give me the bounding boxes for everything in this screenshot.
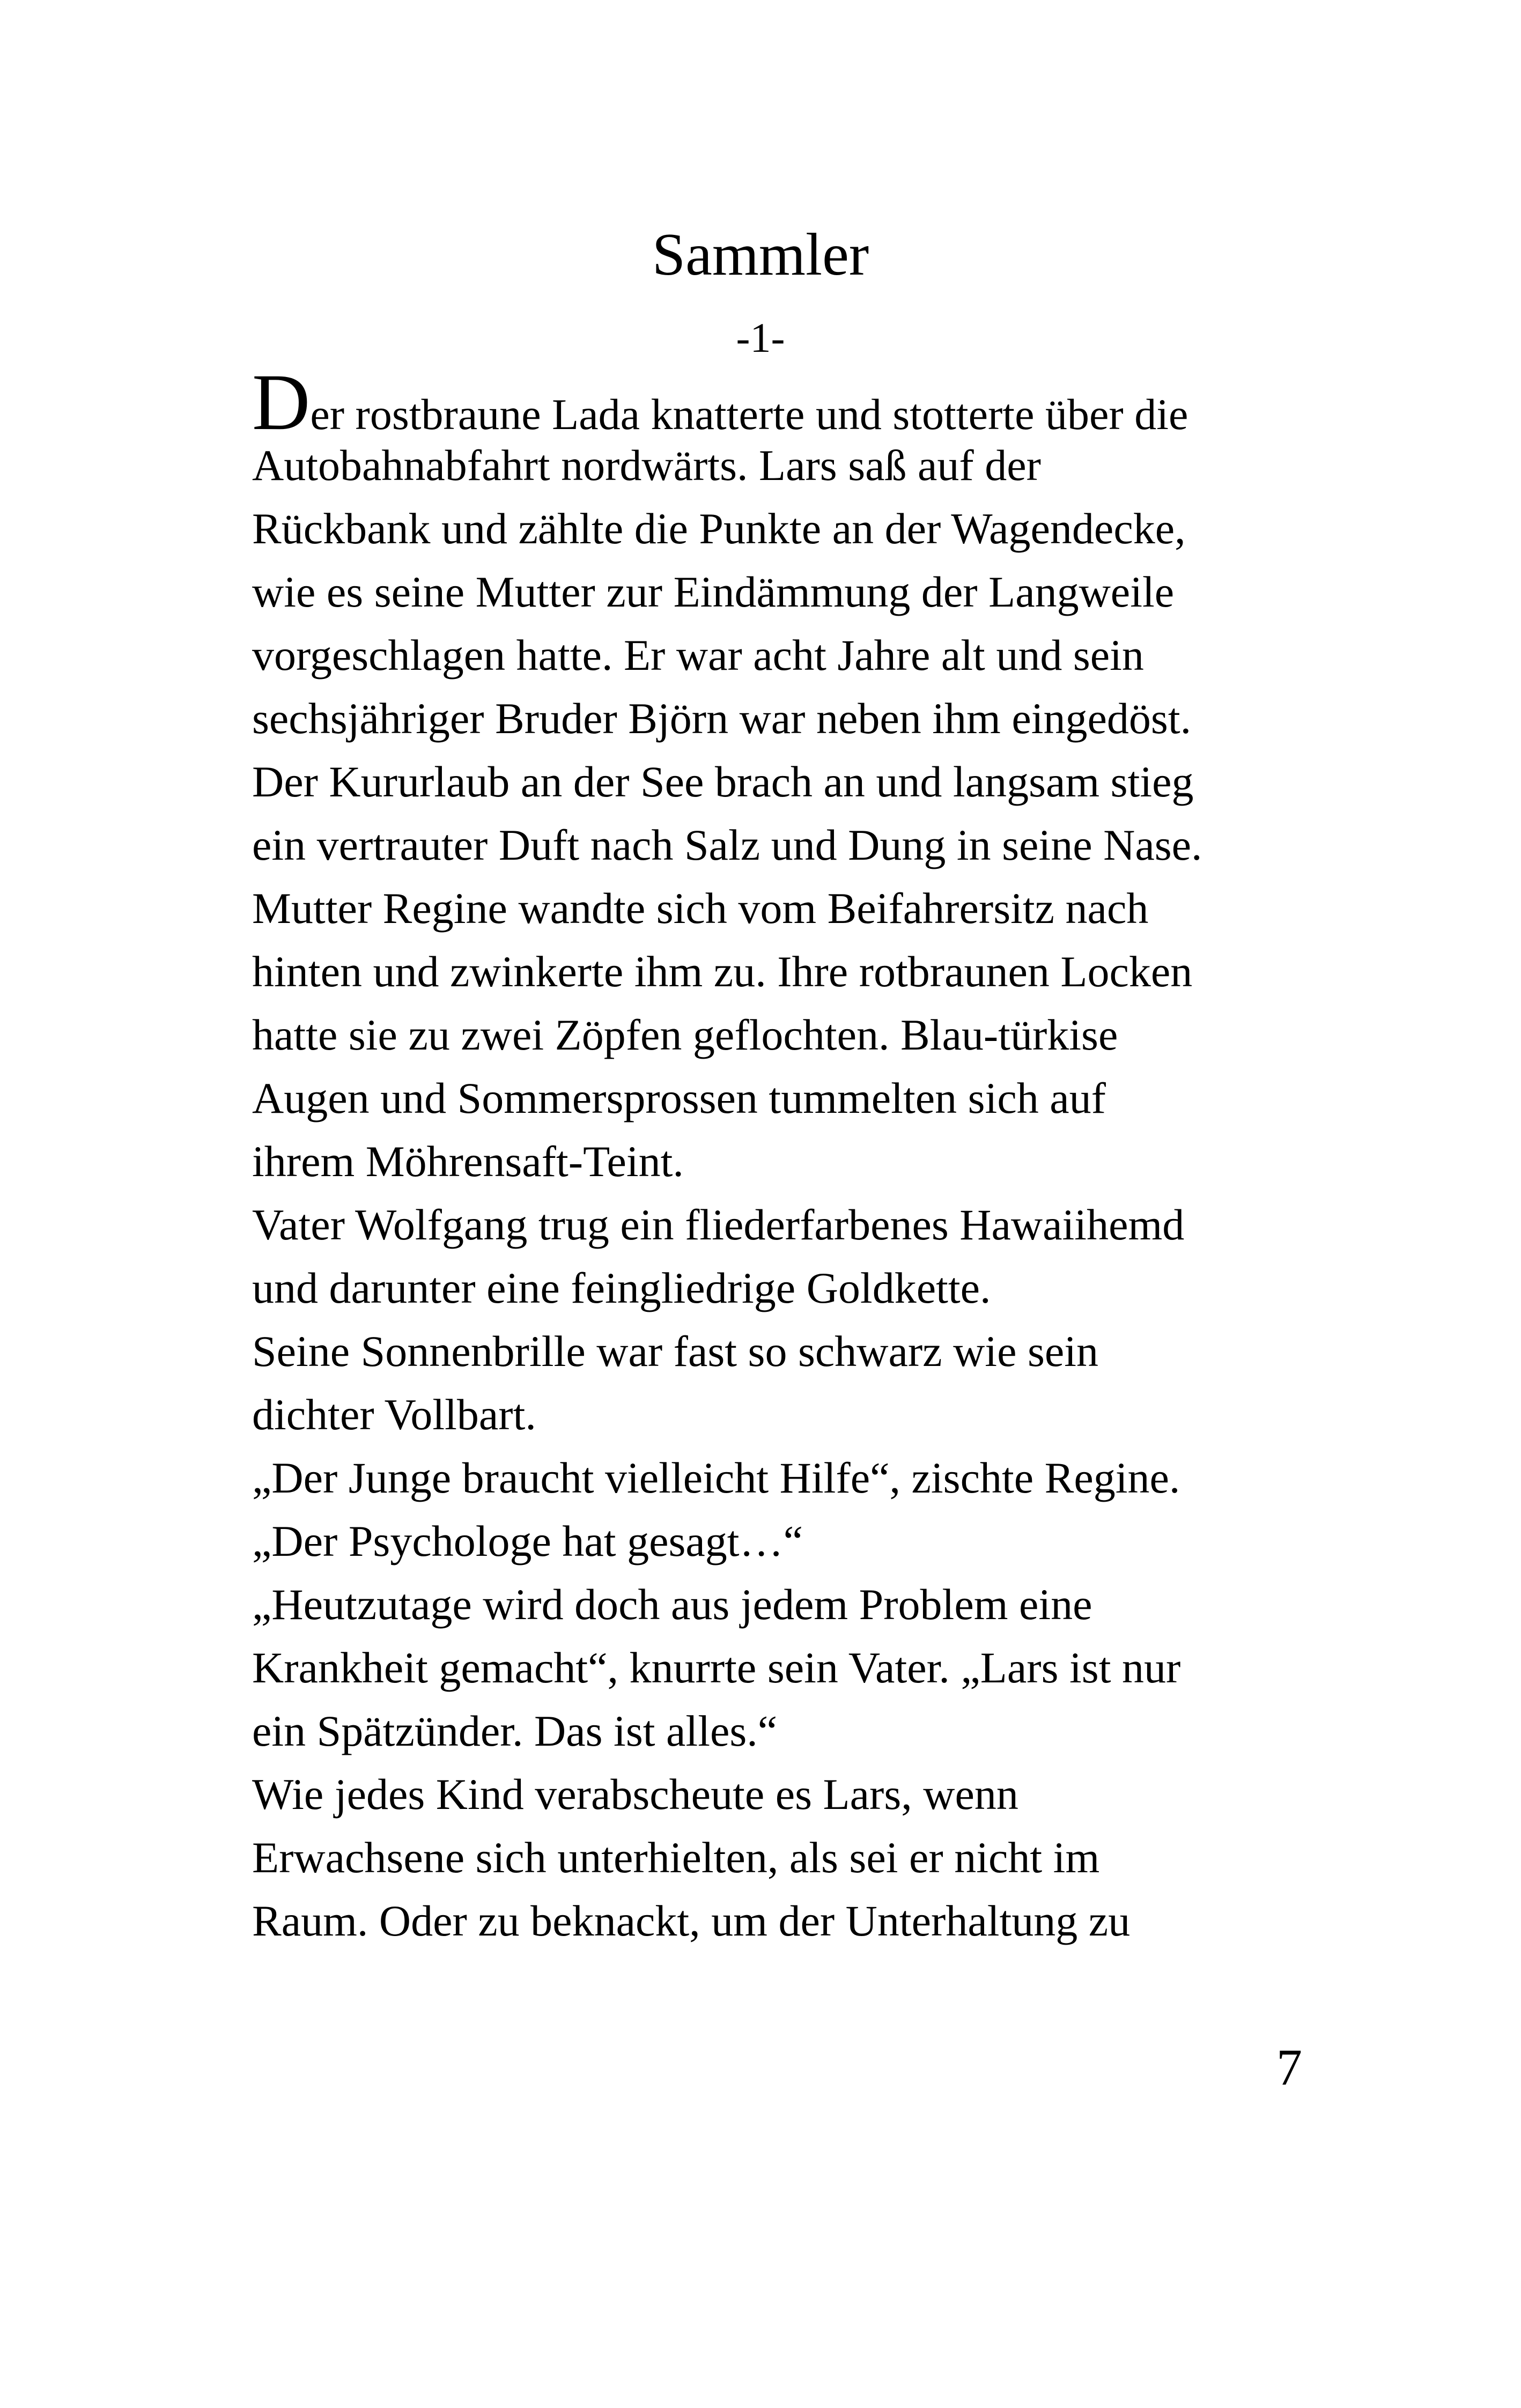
text-line: wie es seine Mutter zur Eindämmung der Langweile (252, 567, 1175, 616)
text-line: sechsjähriger Bruder Björn war neben ihm eingedöst. (252, 694, 1192, 743)
text-line: Augen und Sommersprossen tummelten sich auf (252, 1074, 1106, 1122)
text-line: ein Spätzünder. Das ist alles.“ (252, 1707, 778, 1755)
text-line: hatte sie zu zwei Zöpfen geflochten. Blau-türkise (252, 1010, 1118, 1059)
first-line-text: er rostbraune Lada knatterte und stotterte über die (310, 390, 1188, 439)
text-line: Erwachsene sich unterhielten, als sei er nicht im (252, 1833, 1100, 1882)
chapter-number: -1- (736, 314, 785, 361)
text-line: Seine Sonnenbrille war fast so schwarz wie sein (252, 1327, 1099, 1376)
drop-cap: D (252, 358, 311, 447)
text-line: Wie jedes Kind verabscheute es Lars, wenn (252, 1770, 1018, 1819)
text-line: Krankheit gemacht“, knurrte sein Vater. „Lars ist nur (252, 1643, 1181, 1692)
text-line: „Der Psychologe hat gesagt…“ (252, 1517, 803, 1565)
page-number: 7 (1276, 2038, 1302, 2096)
chapter-title: Sammler (652, 221, 869, 288)
text-line: und darunter eine feingliedrige Goldkette. (252, 1264, 991, 1312)
text-line: hinten und zwinkerte ihm zu. Ihre rotbraunen Locken (252, 947, 1193, 996)
text-line: Mutter Regine wandte sich vom Beifahrersitz nach (252, 884, 1149, 933)
text-line: vorgeschlagen hatte. Er war acht Jahre alt und sein (252, 631, 1144, 679)
text-line: „Der Junge braucht vielleicht Hilfe“, zischte Regine. (252, 1453, 1180, 1502)
text-line: Der Kururlaub an der See brach an und langsam stieg (252, 757, 1194, 806)
text-line: ein vertrauter Duft nach Salz und Dung in seine Nase. (252, 821, 1202, 869)
text-line: Vater Wolfgang trug ein fliederfarbenes Hawaiihemd (252, 1200, 1185, 1249)
text-line: ihrem Möhrensaft-Teint. (252, 1137, 684, 1186)
text-line: Rückbank und zählte die Punkte an der Wagendecke, (252, 504, 1186, 553)
text-line: dichter Vollbart. (252, 1390, 536, 1439)
text-line: „Heutzutage wird doch aus jedem Problem eine (252, 1580, 1092, 1629)
text-line: Autobahnabfahrt nordwärts. Lars saß auf der (252, 441, 1041, 490)
text-line-first (252, 358, 1188, 447)
text-line: Raum. Oder zu beknackt, um der Unterhaltung zu (252, 1896, 1131, 1945)
